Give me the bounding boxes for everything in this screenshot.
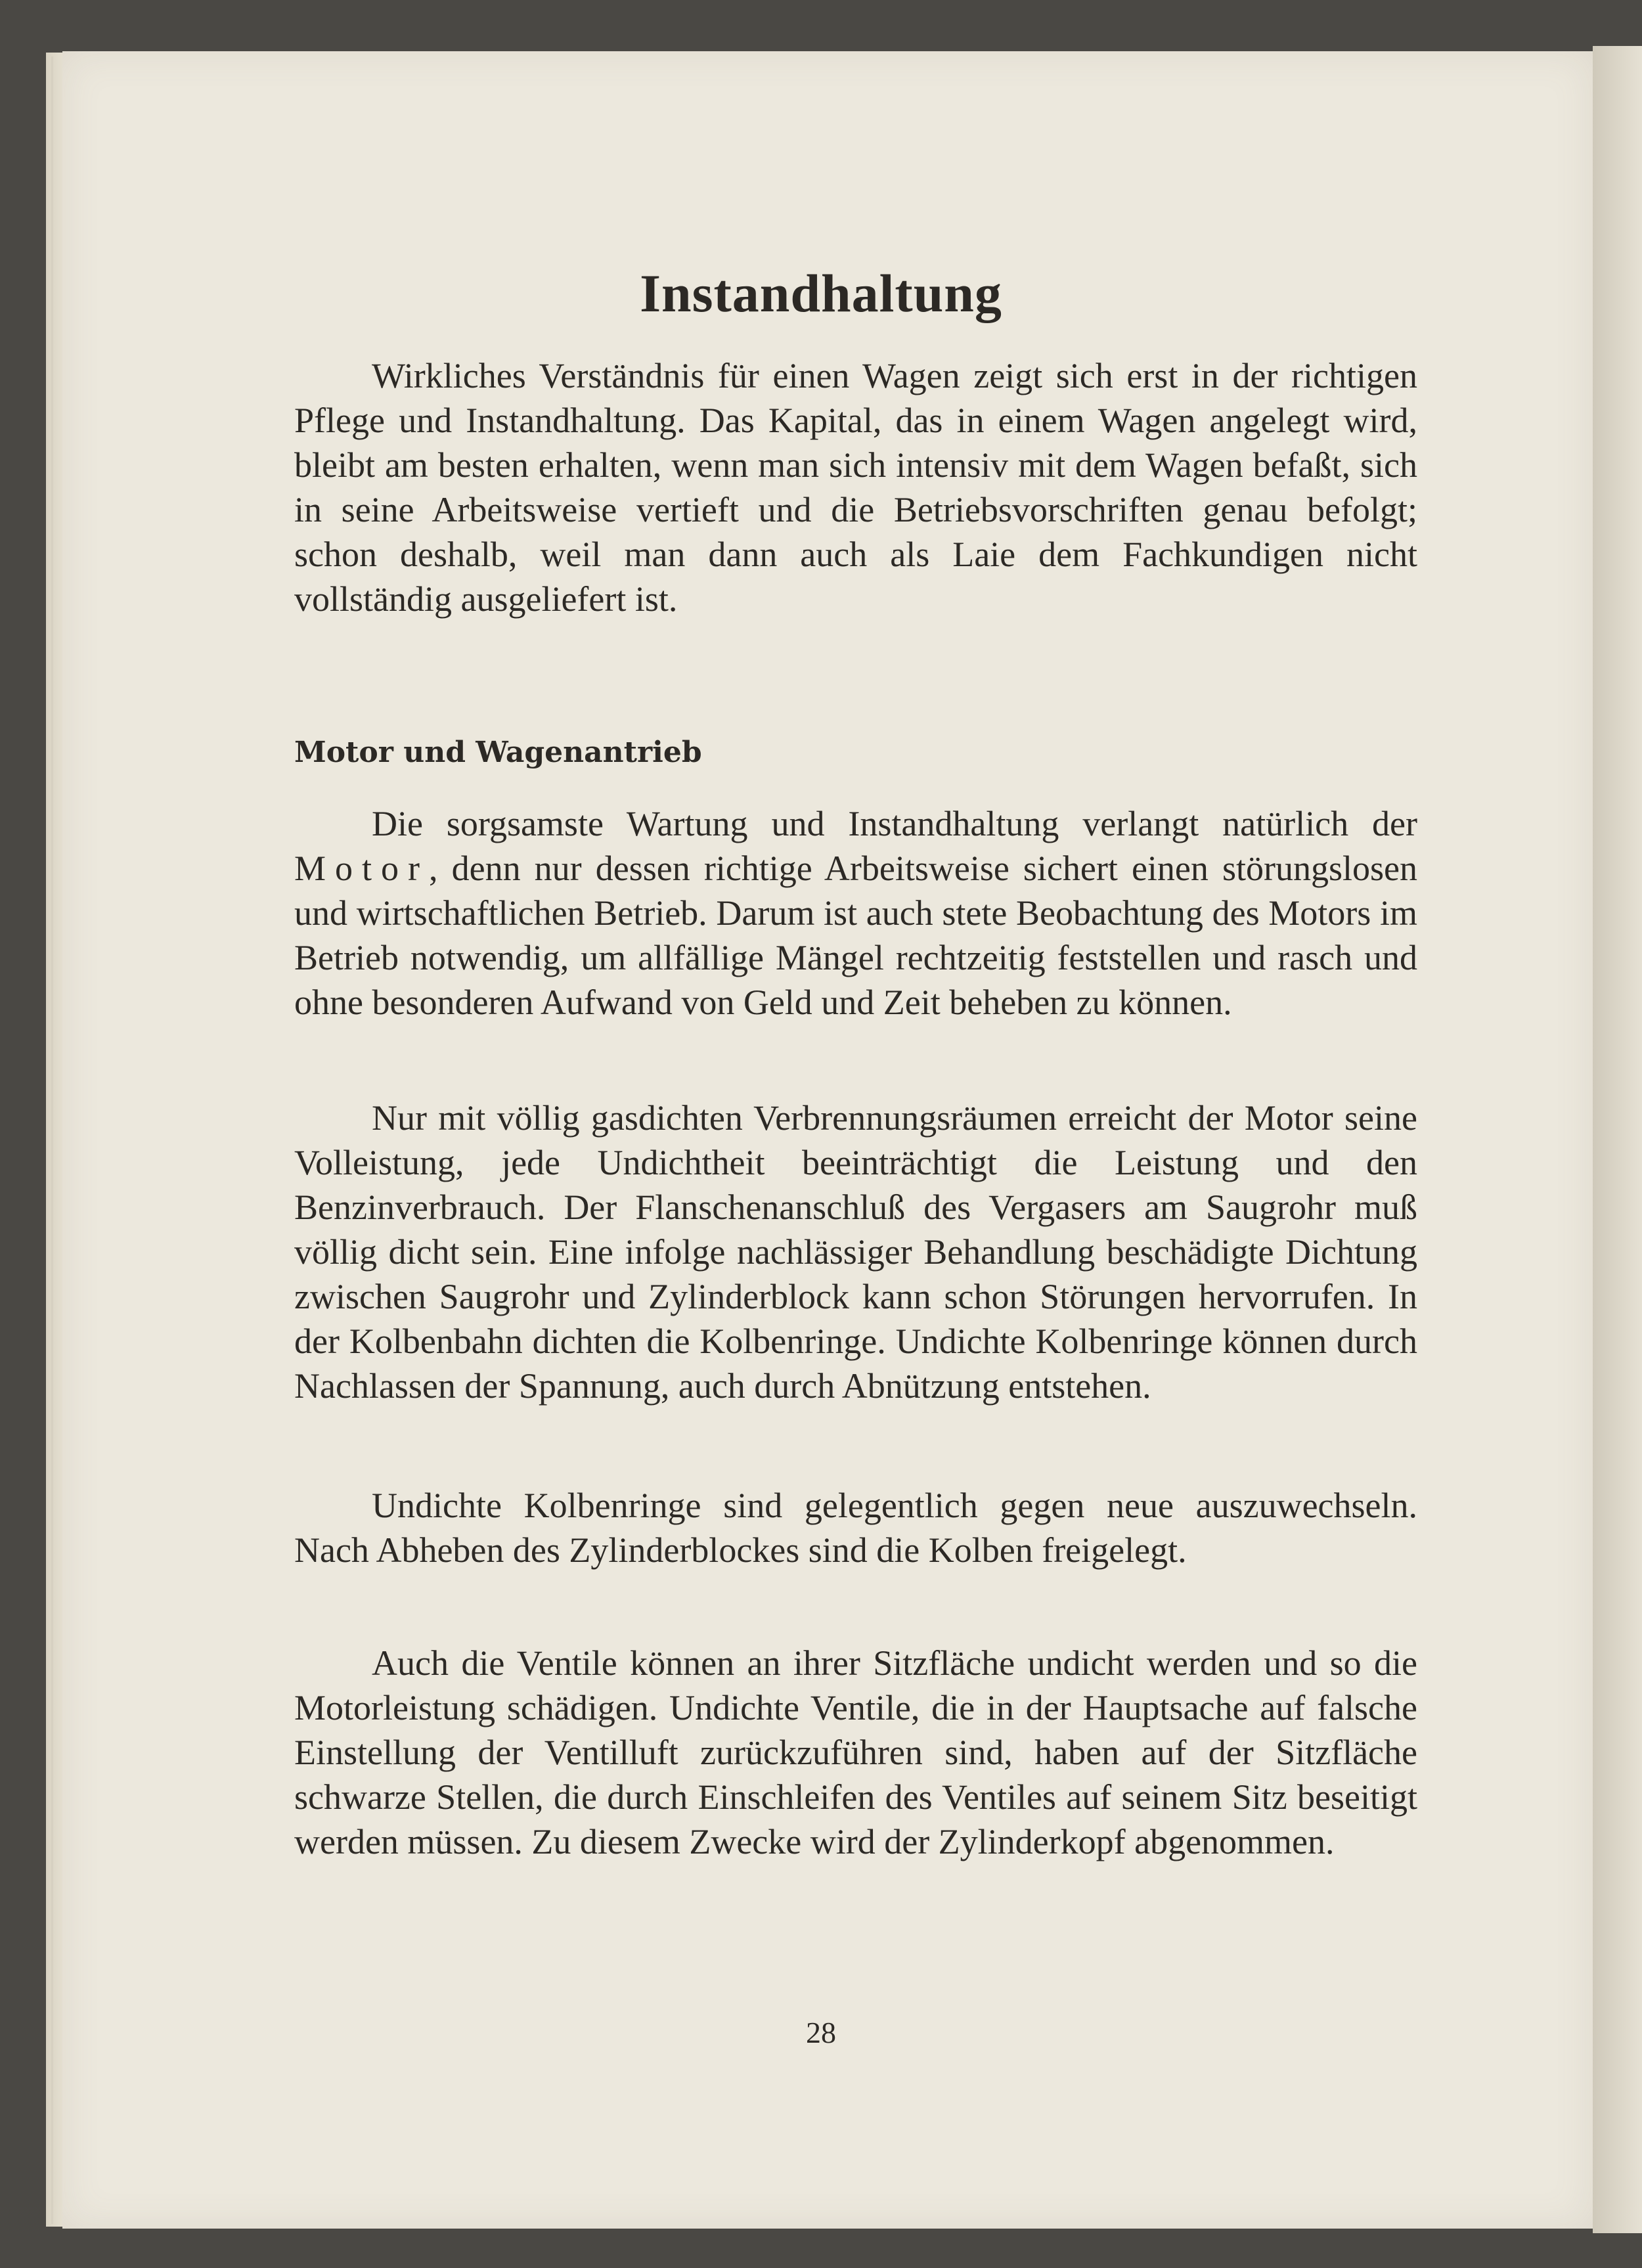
paragraph-kolbenringe: Undichte Kolbenringe sind gelegentlich gegen neue auszuwechseln. Nach Abheben des Zylinderblockes sind die Kolben freigelegt. [294, 1486, 1417, 1570]
paragraph-ventile: Auch die Ventile können an ihrer Sitzfläche undicht werden und so die Motorleistung schädigen. Undichte Ventile, die in der Hauptsache auf falsche Einstellung der Ventilluft zurückzuführen sind, haben auf der Sitzfläche schwarze Stellen, die durch Einschleifen des Ventiles auf seinem Sitz beseitigt werden müssen. Zu diesem Zwecke wird der Zylinderkopf abgenommen. [294, 1643, 1417, 1861]
paragraph-motor-start: Die sorgsamste Wartung und Instandhaltung verlangt natürlich der [372, 804, 1417, 843]
page-title: Instandhaltung [640, 263, 1002, 323]
paragraph-gasdicht: Nur mit völlig gasdichten Verbrennungsräumen erreicht der Motor seine Volleistung, jede Undichtheit beeinträchtigt die Leistung und den Benzinverbrauch. Der Flanschenanschluß des Vergasers am Saugrohr muß völlig dicht sein. Eine infolge nachlässiger Behandlung beschädigte Dichtung zwischen Saugrohr und Zylinderblock kann schon Störungen hervorrufen. In der Kolbenbahn dichten die Kolbenringe. Undichte Kolbenringe können durch Nachlassen der Spannung, auch durch Abnützung entstehen. [294, 1098, 1417, 1406]
emphasized-word-motor: Motor [294, 849, 429, 888]
section-heading: Motor und Wagenantrieb [294, 736, 702, 769]
next-page-edge [1593, 46, 1642, 2233]
intro-paragraph: Wirkliches Verständnis für einen Wagen zeigt sich erst in der richtigen Pflege und Instandhaltung. Das Kapital, das in einem Wagen angelegt wird, bleibt am besten erhalten, wenn man sich intensiv mit dem Wagen befaßt, sich in seine Arbeitsweise vertieft und die Betriebsvorschriften genau befolgt; schon deshalb, weil man dann auch als Laie dem Fachkundigen nicht vollständig ausgeliefert ist. [294, 356, 1417, 619]
page-number: 28 [806, 2016, 836, 2049]
paragraph-motor-end: , denn nur dessen richtige Arbeitsweise sichert einen störungslosen und wirtschaftlichen Betrieb. Darum ist auch stete Beobachtung des Motors im Betrieb notwendig, um allfällige Mängel rechtzeitig feststellen und rasch und ohne besonderen Aufwand von Geld und Zeit beheben zu können. [294, 849, 1417, 1022]
paragraph-motor [294, 801, 1417, 1025]
